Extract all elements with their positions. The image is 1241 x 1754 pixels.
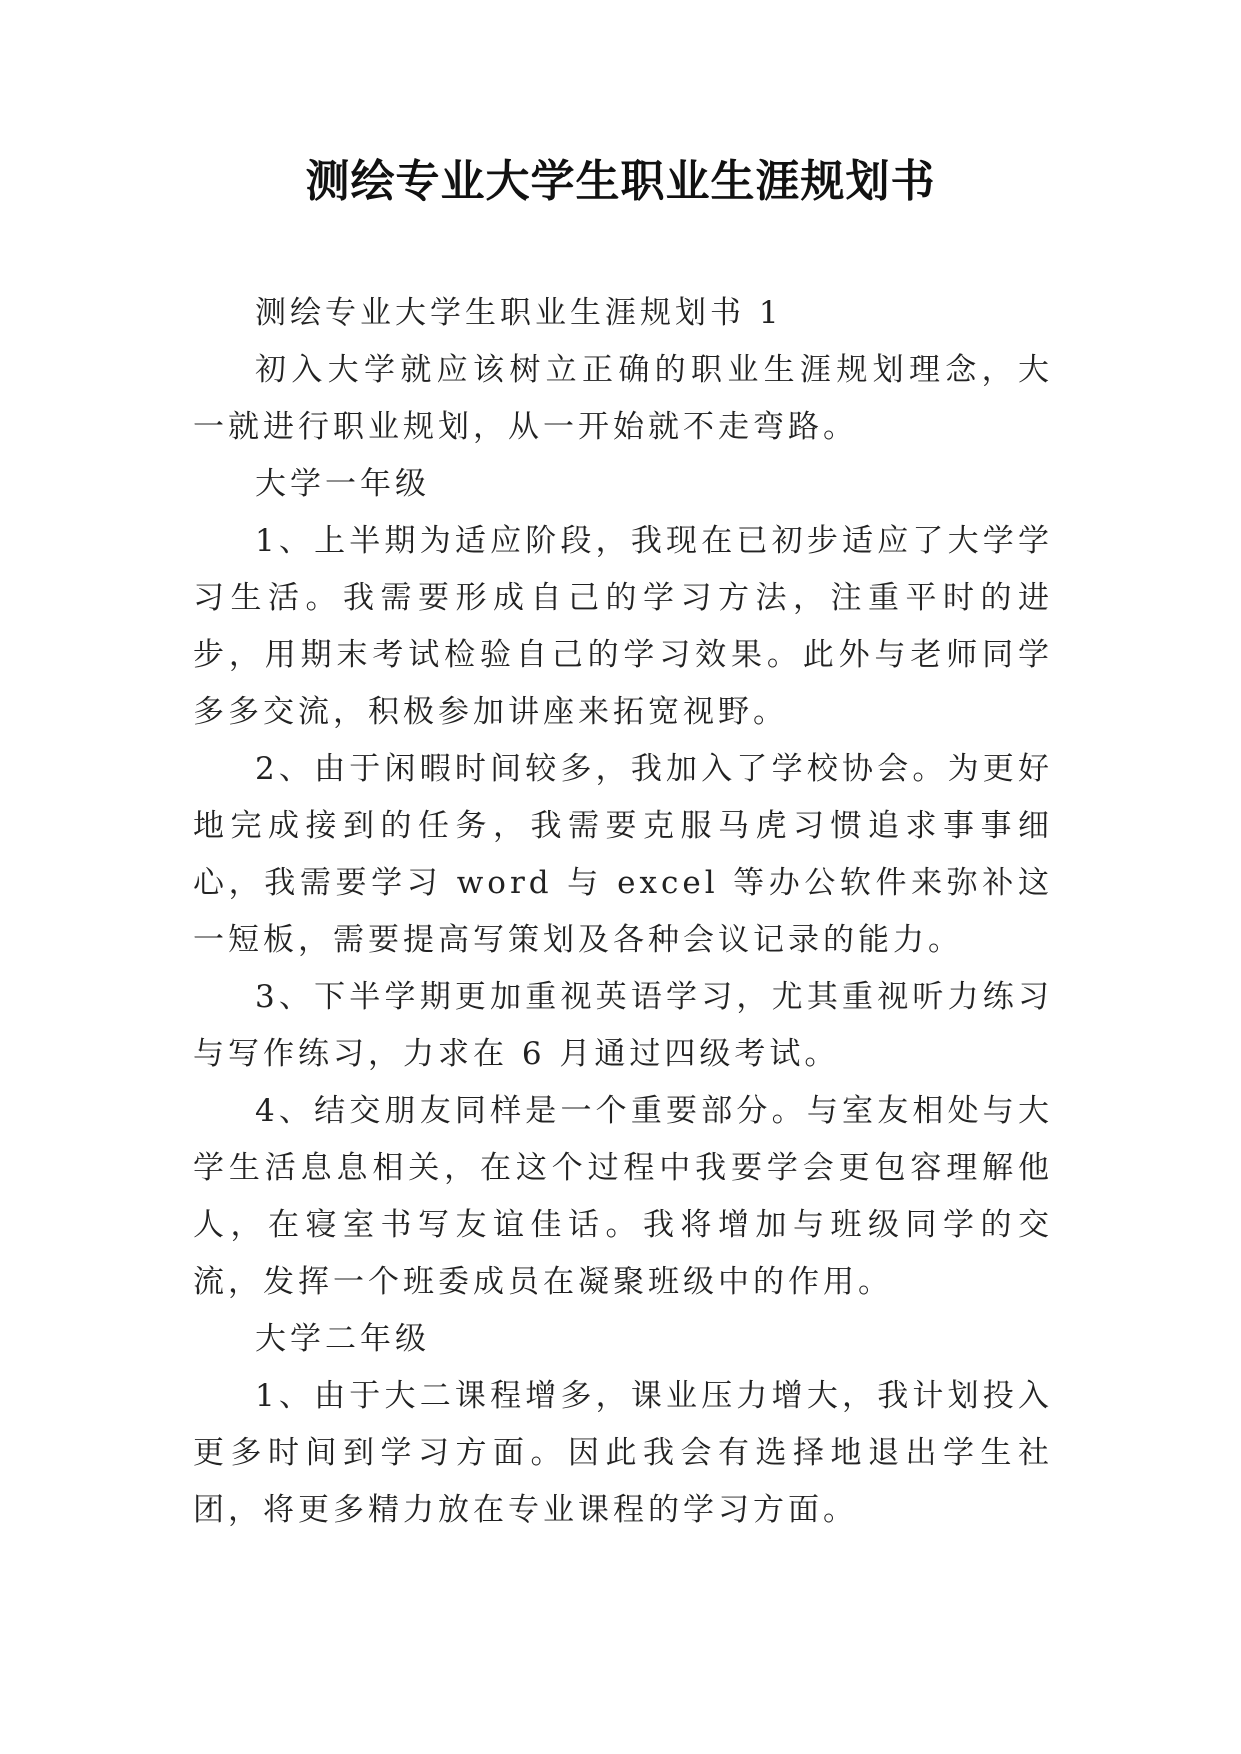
year-heading: 大学一年级 (255, 466, 430, 502)
paragraph: 1、上半期为适应阶段，我现在已初步适应了大学学习生活。我需要形成自己的学习方法，注重平时的进步，用期末考试检验自己的学习效果。此外与老师同学多多交流，积极参加讲座来拓宽视野。 (193, 523, 1053, 730)
paragraph: 3、下半学期更加重视英语学习，尤其重视听力练习与写作练习，力求在 6 月通过四级考试。 (193, 979, 1053, 1072)
document-body (193, 285, 1053, 1539)
year-heading: 大学二年级 (255, 1321, 430, 1357)
paragraph: 初入大学就应该树立正确的职业生涯规划理念，大一就进行职业规划，从一开始就不走弯路。 (193, 352, 1053, 445)
paragraph: 4、结交朋友同样是一个重要部分。与室友相处与大学生活息息相关，在这个过程中我要学会更包容理解他人，在寝室书写友谊佳话。我将增加与班级同学的交流，发挥一个班委成员在凝聚班级中的作用。 (193, 1093, 1053, 1300)
section-heading: 测绘专业大学生职业生涯规划书 1 (255, 295, 783, 331)
paragraph: 1、由于大二课程增多，课业压力增大，我计划投入更多时间到学习方面。因此我会有选择地退出学生社团，将更多精力放在专业课程的学习方面。 (193, 1378, 1053, 1528)
paragraph: 2、由于闲暇时间较多，我加入了学校协会。为更好地完成接到的任务，我需要克服马虎习惯追求事事细心，我需要学习 word 与 excel 等办公软件来弥补这一短板，需要提高写策划及各种会议记录的能力。 (193, 751, 1053, 958)
document-title: 测绘专业大学生职业生涯规划书 (305, 156, 936, 207)
